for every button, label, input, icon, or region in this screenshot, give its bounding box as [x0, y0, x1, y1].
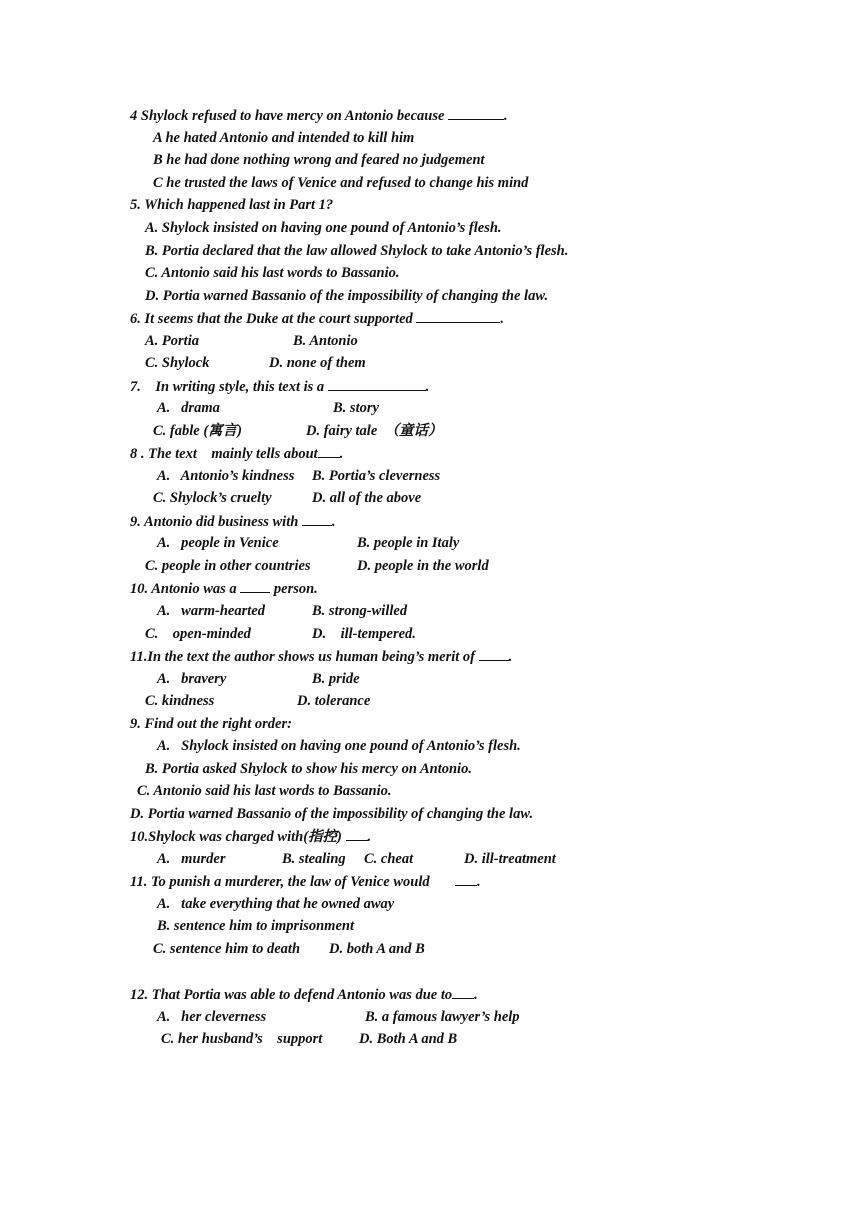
question-9-stem: 9. Antonio did business with . — [130, 514, 336, 530]
question-9b-option-c: C. Antonio said his last words to Bassanio. — [137, 783, 392, 799]
question-12-option-b: B. a famous lawyer’s help — [365, 1009, 520, 1025]
answer-blank — [452, 985, 474, 999]
question-7-option-c: C. fable (寓言) — [153, 423, 242, 439]
question-8-stem: 8 . The text mainly tells about . — [130, 446, 344, 462]
question-10-stem: 10. Antonio was a person. — [130, 581, 318, 597]
question-9-option-d: D. people in the world — [357, 558, 489, 574]
answer-blank — [416, 309, 500, 323]
question-10-option-b: B. strong-willed — [312, 603, 408, 619]
question-11b-option-d: D. both A and B — [329, 941, 425, 957]
question-11-option-b: B. pride — [312, 671, 360, 687]
question-5-option-c: C. Antonio said his last words to Bassanio. — [145, 265, 400, 281]
question-11-option-d: D. tolerance — [297, 693, 371, 709]
question-11b-option-a: A. take everything that he owned away — [157, 896, 395, 912]
question-9b-option-b: B. Portia asked Shylock to show his mercy on Antonio. — [145, 761, 472, 777]
question-10b-option-d: D. ill-treatment — [464, 851, 556, 867]
question-7-option-b: B. story — [333, 400, 379, 416]
answer-blank — [302, 512, 332, 526]
question-11b-option-c: C. sentence him to death — [153, 941, 301, 957]
question-12-option-c: C. her husband’s support — [161, 1031, 323, 1047]
question-5-stem: 5. Which happened last in Part 1? — [130, 197, 334, 213]
question-5-option-a: A. Shylock insisted on having one pound of Antonio’s flesh. — [145, 220, 502, 236]
question-10b-option-c: C. cheat — [364, 851, 414, 867]
answer-blank — [240, 579, 270, 593]
question-6-option-b: B. Antonio — [293, 333, 358, 349]
question-10b-option-b: B. stealing — [282, 851, 346, 867]
question-10b-stem: 10.Shylock was charged with(指控) . — [130, 829, 372, 845]
question-10-option-c: C. open-minded — [145, 626, 251, 642]
question-4-option-c: C he trusted the laws of Venice and refused to change his mind — [153, 175, 529, 191]
question-5-option-b: B. Portia declared that the law allowed Shylock to take Antonio’s flesh. — [145, 243, 569, 259]
question-6-stem: 6. It seems that the Duke at the court supported . — [130, 311, 505, 327]
answer-blank — [318, 444, 340, 458]
question-6-option-c: C. Shylock — [145, 355, 210, 371]
question-7-option-d: D. fairy tale （童话） — [306, 423, 443, 439]
answer-blank — [328, 377, 426, 391]
question-6-option-d: D. none of them — [269, 355, 366, 371]
question-4-stem: 4 Shylock refused to have mercy on Antonio because . — [130, 108, 508, 124]
answer-blank — [346, 827, 368, 841]
question-5-option-d: D. Portia warned Bassanio of the impossibility of changing the law. — [145, 288, 549, 304]
question-12-stem: 12. That Portia was able to defend Antonio was due to . — [130, 987, 478, 1003]
answer-blank — [479, 647, 509, 661]
question-9-option-a: A. people in Venice — [157, 535, 279, 551]
question-7-stem: 7. In writing style, this text is a . — [130, 379, 430, 395]
question-8-option-c: C. Shylock’s cruelty — [153, 490, 272, 506]
question-10-option-d: D. ill-tempered. — [312, 626, 416, 642]
question-8-option-a: A. Antonio’s kindness — [157, 468, 295, 484]
question-11b-option-b: B. sentence him to imprisonment — [157, 918, 354, 934]
question-9-option-c: C. people in other countries — [145, 558, 311, 574]
answer-blank — [455, 872, 477, 886]
question-9b-option-d: D. Portia warned Bassanio of the impossibility of changing the law. — [130, 806, 534, 822]
answer-blank — [448, 106, 504, 120]
question-4-option-a: A he hated Antonio and intended to kill him — [153, 130, 415, 146]
question-11-option-c: C. kindness — [145, 693, 215, 709]
question-9b-stem: 9. Find out the right order: — [130, 716, 292, 732]
question-11-option-a: A. bravery — [157, 671, 227, 687]
question-10-option-a: A. warm-hearted — [157, 603, 265, 619]
question-9b-option-a: A. Shylock insisted on having one pound of Antonio’s flesh. — [157, 738, 521, 754]
question-10b-option-a: A. murder — [157, 851, 226, 867]
question-12-option-a: A. her cleverness — [157, 1009, 267, 1025]
question-12-option-d: D. Both A and B — [359, 1031, 458, 1047]
question-11b-stem: 11. To punish a murderer, the law of Venice would . — [130, 874, 481, 890]
question-7-option-a: A. drama — [157, 400, 220, 416]
question-11-stem: 11.In the text the author shows us human being’s merit of . — [130, 649, 513, 665]
question-9-option-b: B. people in Italy — [357, 535, 460, 551]
question-4-option-b: B he had done nothing wrong and feared no judgement — [153, 152, 485, 168]
question-6-option-a: A. Portia — [145, 333, 199, 349]
question-8-option-d: D. all of the above — [312, 490, 422, 506]
question-8-option-b: B. Portia’s cleverness — [312, 468, 441, 484]
